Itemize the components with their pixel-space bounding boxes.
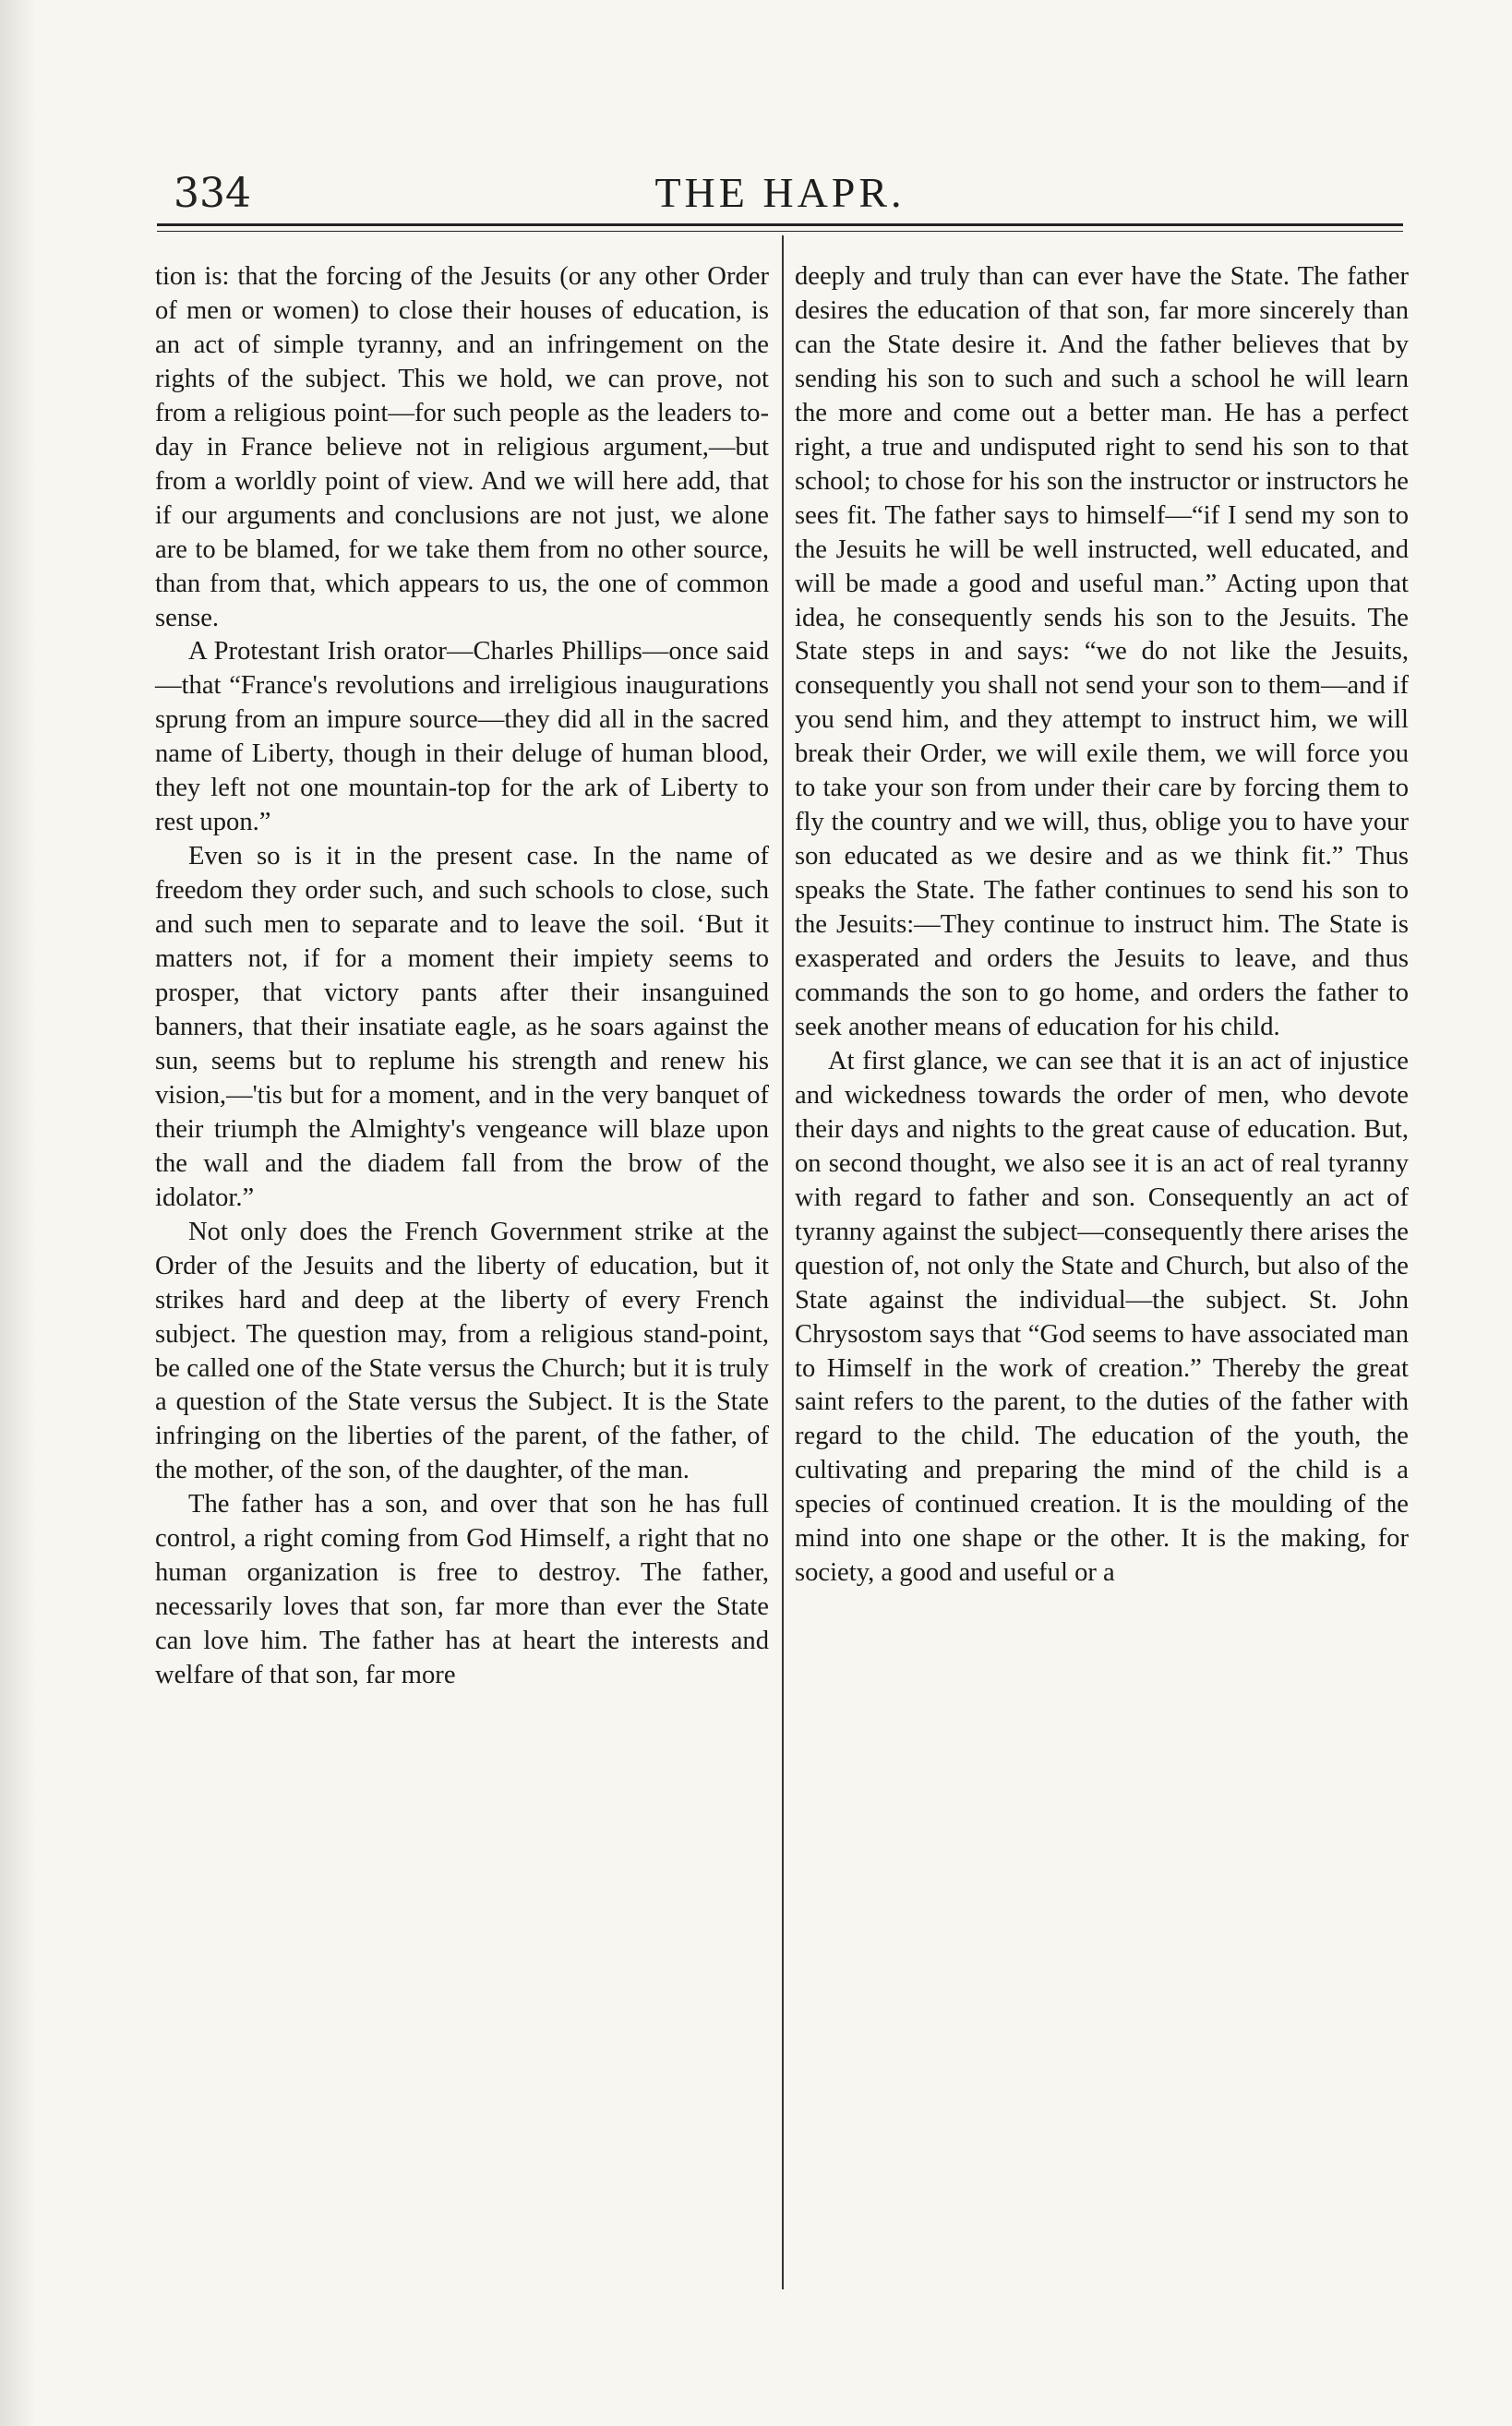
- left-column-paragraph: A Protestant Irish orator—Charles Phillips—once said—that “France's revolutions and irreligious inaugurations sprung from an impure source—they did all in the sacred name of Liberty, though in their deluge of human blood, they left not one mountain-top for the ark of Liberty to rest upon.”: [155, 637, 769, 837]
- left-column-paragraph: Not only does the French Government strike at the Order of the Jesuits and the liberty of education, but it strikes hard and deep at the liberty of every French subject. The question may, from a religious stand-point, be called one of the State versus the Church; but it is truly a question of the State versus the Subject. It is the State infringing on the liberties of the parent, of the father, of the mother, of the son, of the daughter, of the man.: [155, 1217, 769, 1485]
- left-column-paragraph: Even so is it in the present case. In the name of freedom they order such, and such schools to close, such and such men to separate and to leave the soil. ‘But it matters not, if for a moment their impiety seems to prosper, that victory pants after their insanguined banners, that their insatiate eagle, as he soars against the sun, seems but to replume his strength and renew his vision,—'tis but for a moment, and in the very banquet of their triumph the Almighty's vengeance will blaze upon the wall and the diadem fall from the brow of the idolator.”: [155, 842, 769, 1212]
- right-column: [795, 260, 1409, 1591]
- left-column: [155, 260, 769, 1693]
- page-number: 334: [174, 170, 251, 217]
- running-title: THE HAPR.: [654, 169, 906, 216]
- left-column-paragraph: tion is: that the forcing of the Jesuits (or any other Order of men or women) to close their houses of education, is an act of simple tyranny, and an infringement on the rights of the subject. This we hold, we can prove, not from a religious point—for such people as the leaders to-day in France believe not in religious argument,—but from a worldly point of view. And we will here add, that if our arguments and conclusions are not just, we alone are to be blamed, for we take them from no other source, than from that, which appears to us, the one of common sense.: [155, 262, 769, 632]
- right-column-paragraph: deeply and truly than can ever have the State. The father desires the education of that son, far more sincerely than can the State desire it. And the father believes that by sending his son to such and such a school he will learn the more and come out a better man. He has a perfect right, a true and undisputed right to send his son to that school; to chose for his son the instructor or instructors he sees fit. The father says to himself—“if I send my son to the Jesuits he will be well instructed, well educated, and will be made a good and useful man.” Acting upon that idea, he consequently sends his son to the Jesuits. The State steps in and says: “we do not like the Jesuits, consequently you shall not send your son to them—and if you send him, and they attempt to instruct him, we will break their Order, we will exile them, we will force you to take your son from under their care by forcing them to fly the country and we will, thus, oblige you to have your son educated as we desire and as we think fit.” Thus speaks the State. The father continues to send his son to the Jesuits:—They continue to instruct him. The State is exasperated and orders the Jesuits to leave, and thus commands the son to go home, and orders the father to seek another means of education for his child.: [795, 262, 1409, 1041]
- left-column-paragraph: The father has a son, and over that son he has full control, a right coming from God Himself, a right that no human organization is free to destroy. The father, necessarily loves that son, far more than ever the State can love him. The father has at heart the interests and welfare of that son, far more: [155, 1490, 769, 1690]
- column-divider: [782, 235, 784, 2289]
- page-header: [157, 164, 1403, 220]
- header-rule-thin: [157, 231, 1403, 232]
- header-rule-thick: [157, 223, 1403, 226]
- page-edge-shadow: [0, 0, 37, 2426]
- right-column-paragraph: At first glance, we can see that it is an act of injustice and wickedness towards the order of men, who devote their days and nights to the great cause of education. But, on second thought, we also see it is an act of real tyranny with regard to father and son. Consequently an act of tyranny against the subject—consequently there arises the question of, not only the State and Church, but also of the State against the individual—the subject. St. John Chrysostom says that “God seems to have associated man to Himself in the work of creation.” Thereby the great saint refers to the parent, to the duties of the father with regard to the child. The education of the youth, the cultivating and preparing the mind of the child is a species of continued creation. It is the moulding of the mind into one shape or the other. It is the making, for society, a good and useful or a: [795, 1046, 1409, 1588]
